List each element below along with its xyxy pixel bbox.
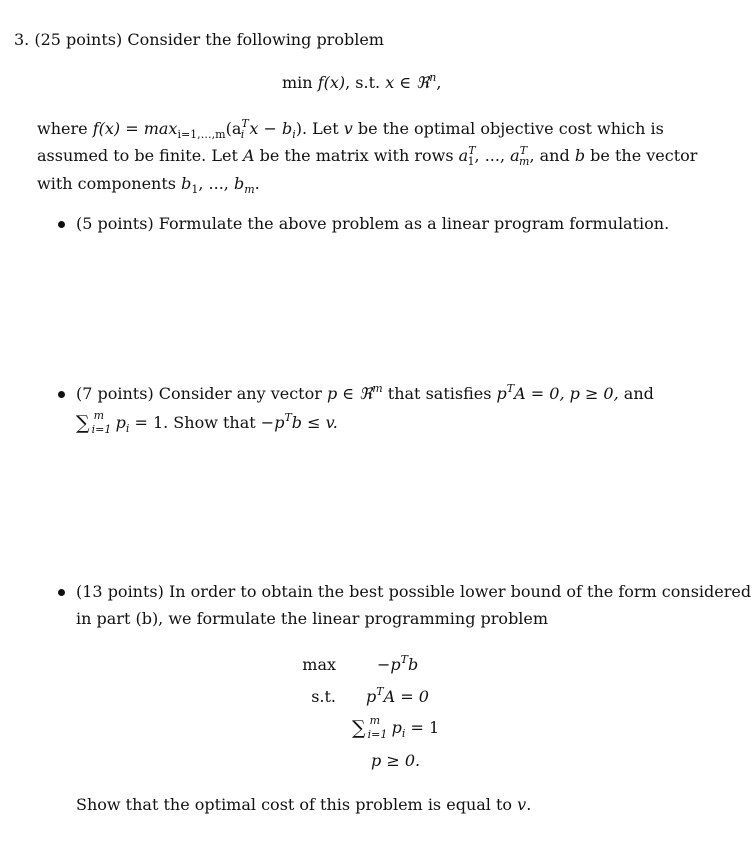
lp-objective bbox=[377, 655, 418, 674]
eq-st: , s.t. bbox=[345, 73, 381, 92]
lp-c2-sub: i bbox=[401, 727, 406, 740]
math-am: a bbox=[510, 146, 520, 165]
text-dots2: , ..., bbox=[198, 174, 229, 193]
problem-points: (25 points) bbox=[34, 30, 123, 49]
math-A: A bbox=[242, 146, 255, 165]
text-period: . bbox=[254, 174, 260, 193]
para-line-1 bbox=[37, 117, 687, 141]
math-sup-T3: T bbox=[506, 382, 515, 395]
bullet-icon bbox=[58, 391, 65, 398]
closing-v: v bbox=[517, 795, 527, 814]
lp-sum-upper: m bbox=[369, 713, 381, 727]
math-sub-b1: 1 bbox=[191, 183, 199, 196]
text-optimal: be the optimal objective cost which is bbox=[357, 119, 664, 138]
math-bv: b ≤ v. bbox=[291, 413, 338, 432]
sum-upper: m bbox=[93, 408, 105, 422]
math-p-in: p ∈ ℜ bbox=[326, 384, 373, 403]
lp-c1-sup: T bbox=[376, 685, 384, 698]
math-a1: a bbox=[458, 146, 469, 165]
lp-st-label: s.t. bbox=[311, 687, 336, 706]
math-sub-range: i=1,…,m bbox=[177, 128, 226, 141]
lp-obj-sup: T bbox=[400, 653, 408, 666]
part-b-show: = 1. Show that bbox=[134, 413, 256, 432]
part-b-consider: (7 points) Consider any vector bbox=[76, 384, 322, 403]
part-b-line-2 bbox=[76, 408, 338, 436]
part-c-closing bbox=[76, 795, 531, 814]
lp-c1-p: p bbox=[366, 687, 377, 706]
math-x-minus-b: x − b bbox=[249, 119, 293, 138]
part-b-line-1 bbox=[76, 384, 654, 403]
math-sup-m: m bbox=[372, 382, 383, 395]
eq-tail: , bbox=[436, 73, 442, 92]
lp-obj-p: −p bbox=[377, 655, 401, 674]
lp-max-label: max bbox=[302, 655, 336, 674]
part-a-text: (5 points) Formulate the above problem as a linear program formulation. bbox=[76, 214, 670, 233]
eq-min: min bbox=[282, 73, 313, 92]
part-b-and: and bbox=[623, 384, 654, 403]
text-assumed: assumed to be finite. Let bbox=[37, 146, 238, 165]
display-equation bbox=[282, 73, 441, 92]
sum-icon: ∑ bbox=[76, 412, 90, 434]
lp-constraint-1 bbox=[366, 687, 429, 706]
eq-sup-n: n bbox=[429, 71, 437, 84]
part-c-line-1 bbox=[76, 582, 751, 601]
text-and: , and bbox=[529, 146, 570, 165]
sum-icon: ∑ bbox=[352, 717, 366, 739]
math-pi: p bbox=[115, 413, 126, 432]
math-p: p bbox=[496, 384, 507, 403]
text-components: with components bbox=[37, 174, 176, 193]
part-c-text-2: in part (b), we formulate the linear programming problem bbox=[76, 609, 549, 628]
closing-text: Show that the optimal cost of this problem is equal to bbox=[76, 795, 513, 814]
lp-c2-p: p bbox=[391, 718, 402, 737]
math-sub-i: i bbox=[240, 128, 245, 141]
math-b: b bbox=[574, 146, 586, 165]
text-vector: be the vector bbox=[590, 146, 698, 165]
text-let: ). Let bbox=[295, 119, 339, 138]
text-where: where bbox=[37, 119, 88, 138]
math-sup-T: T bbox=[241, 117, 249, 130]
para-line-2 bbox=[37, 144, 698, 168]
math-sup-T4: T bbox=[284, 411, 292, 424]
lp-c2-rest: = 1 bbox=[410, 718, 440, 737]
math-v: v bbox=[343, 119, 353, 138]
math-neg-p: −p bbox=[260, 413, 285, 432]
part-c-line-2 bbox=[76, 609, 548, 628]
eq-f: f(x) bbox=[317, 73, 346, 92]
math-sup-T2: T bbox=[519, 144, 528, 157]
para-line-3 bbox=[37, 174, 260, 196]
problem-intro: Consider the following problem bbox=[127, 30, 384, 49]
problem-header bbox=[14, 30, 384, 49]
part-a bbox=[76, 214, 669, 233]
lp-constraint-3 bbox=[371, 751, 420, 770]
lp-c1-rest: A = 0 bbox=[383, 687, 429, 706]
part-c-text-1: (13 points) In order to obtain the best possible lower bound of the form considered bbox=[76, 582, 752, 601]
math-sub-i2: i bbox=[292, 128, 296, 141]
problem-number: 3. bbox=[14, 30, 30, 49]
lp-c3: p ≥ 0. bbox=[371, 751, 421, 770]
math-sub-1: 1 bbox=[467, 155, 475, 168]
bullet-icon bbox=[58, 221, 65, 228]
text-matrix: be the matrix with rows bbox=[259, 146, 454, 165]
sum-lower: i=1 bbox=[91, 422, 112, 436]
math-pA: A = 0, p ≥ 0, bbox=[514, 384, 619, 403]
math-sup-T1: T bbox=[468, 144, 476, 157]
lp-constraint-2 bbox=[352, 713, 440, 741]
text-dots: , ..., bbox=[474, 146, 506, 165]
part-b-satisfies: that satisfies bbox=[387, 384, 492, 403]
math-a: (a bbox=[225, 119, 242, 138]
math-sub-pi: i bbox=[125, 422, 130, 435]
bullet-icon bbox=[58, 589, 65, 596]
math-sub-bm: m bbox=[244, 183, 255, 196]
math-fmax: f(x) = max bbox=[92, 119, 178, 138]
closing-period: . bbox=[526, 795, 532, 814]
math-b1: b bbox=[181, 174, 192, 193]
eq-constraint: x ∈ ℜ bbox=[385, 73, 430, 92]
lp-obj-b: b bbox=[408, 655, 419, 674]
math-bm: b bbox=[233, 174, 245, 193]
lp-sum-lower: i=1 bbox=[367, 727, 388, 741]
math-sub-m: m bbox=[519, 155, 530, 168]
